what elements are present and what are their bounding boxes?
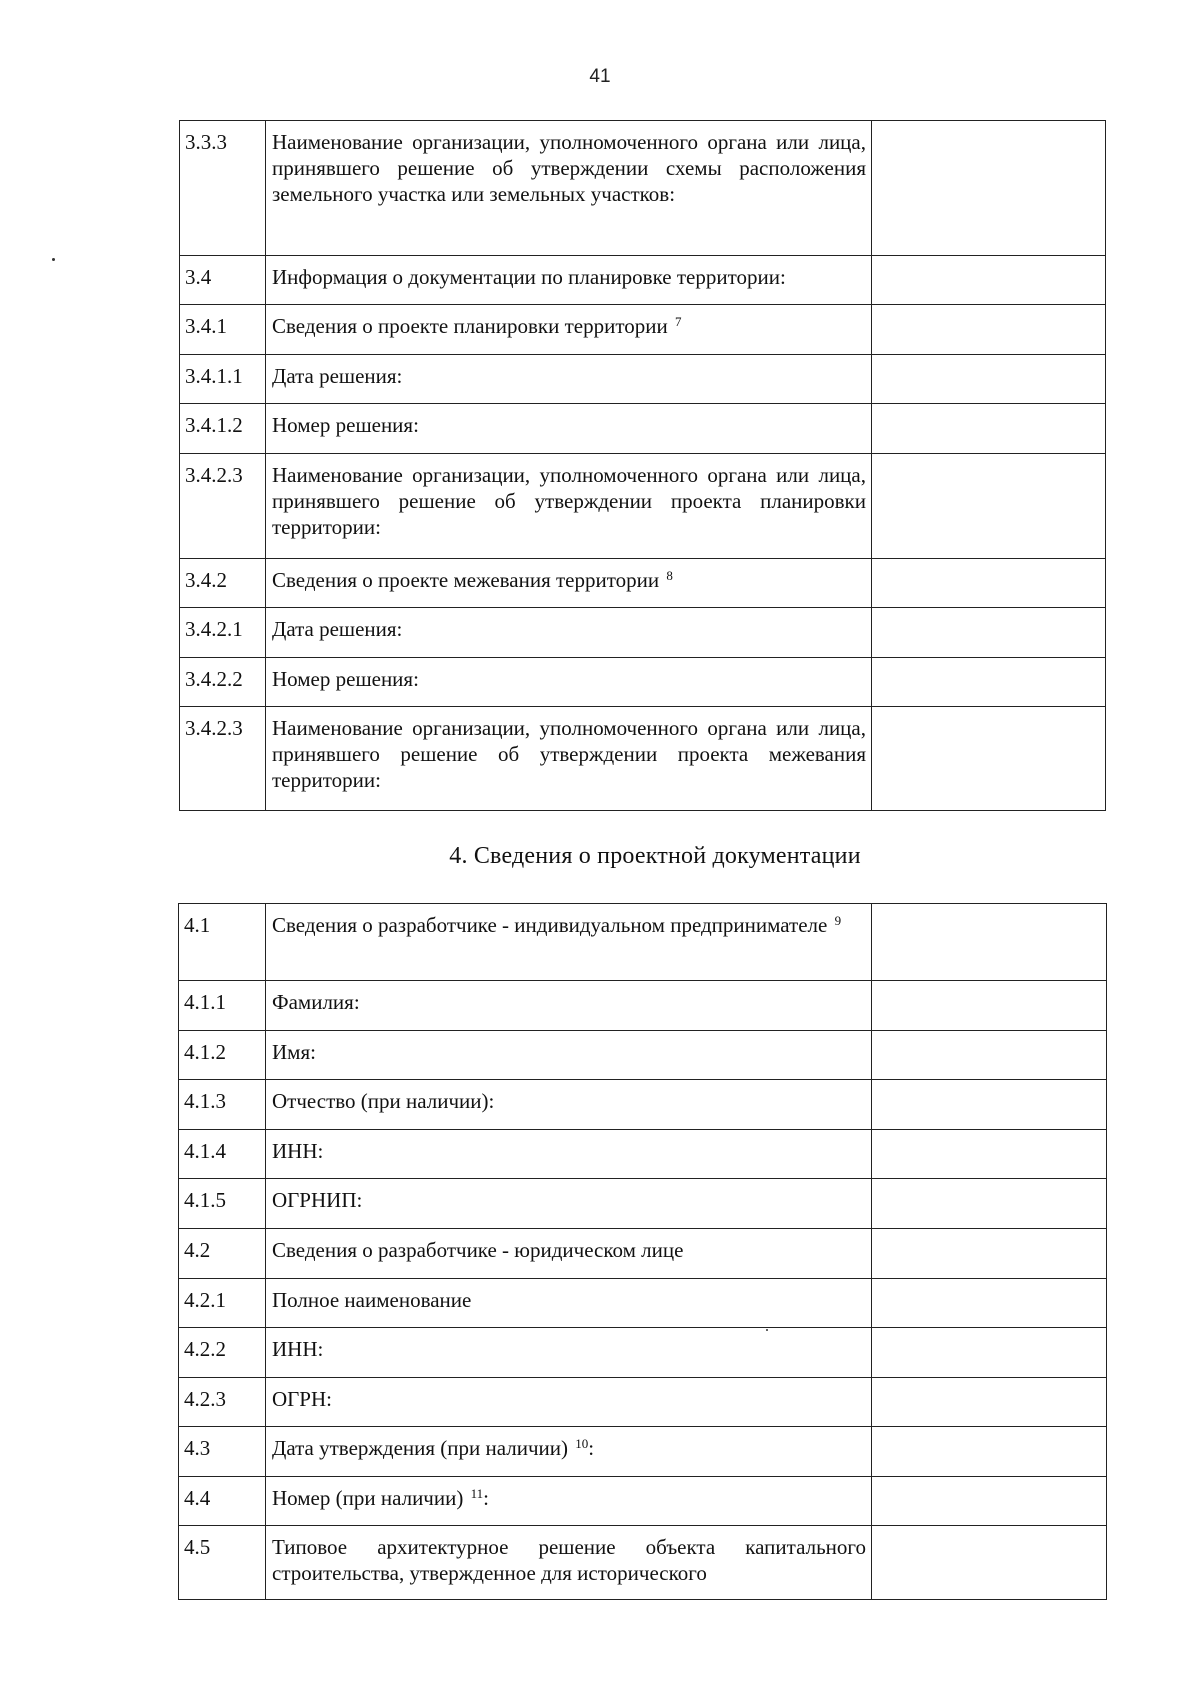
row-number: 3.4.2.2 (180, 658, 266, 707)
table-row (179, 1328, 1107, 1378)
row-number: 4.2.3 (179, 1378, 266, 1427)
row-number: 4.2.2 (179, 1328, 266, 1378)
row-number: 4.1.5 (179, 1179, 266, 1229)
value-cell[interactable] (872, 1031, 1107, 1080)
row-label: ОГРНИП: (266, 1179, 872, 1229)
row-number: 3.4.2.3 (180, 454, 266, 559)
row-label: ИНН: (266, 1328, 872, 1378)
row-number: 4.1.2 (179, 1031, 266, 1080)
row-label: Номер решения: (266, 658, 872, 707)
value-cell[interactable] (872, 404, 1106, 454)
value-cell[interactable] (872, 305, 1106, 355)
value-cell[interactable] (872, 1427, 1107, 1477)
row-label: Информация о документации по планировке территории: (266, 256, 872, 305)
value-cell[interactable] (872, 904, 1107, 981)
page-number: 41 (589, 66, 611, 87)
row-label: Полное наименование (266, 1279, 872, 1328)
row-number: 3.4.2 (180, 559, 266, 608)
row-label: Сведения о разработчике - индивидуальном предпринимателе $^9$ (266, 904, 872, 981)
section3-table (179, 120, 1106, 811)
table-row (180, 707, 1106, 811)
table-row (180, 454, 1106, 559)
row-label: Имя: (266, 1031, 872, 1080)
row-label: Сведения о проекте межевания территории $^8$ (266, 559, 872, 608)
value-cell[interactable] (872, 1378, 1107, 1427)
row-number: 3.4.2.3 (180, 707, 266, 811)
table-row (179, 1130, 1107, 1179)
value-cell[interactable] (872, 1080, 1107, 1130)
section4-body (179, 904, 1107, 1600)
footnote-ref: 9 (834, 913, 842, 928)
value-cell[interactable] (872, 1279, 1107, 1328)
row-number: 4.4 (179, 1477, 266, 1526)
table-row (180, 121, 1106, 256)
row-label: Номер (при наличии) $^{11}$: (266, 1477, 872, 1526)
row-label: Сведения о разработчике - юридическом лице (266, 1229, 872, 1279)
row-number: 4.1.1 (179, 981, 266, 1031)
table-row (180, 559, 1106, 608)
footnote-ref: 11 (470, 1486, 484, 1501)
value-cell[interactable] (872, 121, 1106, 256)
table-row (179, 1229, 1107, 1279)
table-row (179, 1477, 1107, 1526)
row-label: Фамилия: (266, 981, 872, 1031)
row-number: 4.1 (179, 904, 266, 981)
value-cell[interactable] (872, 707, 1106, 811)
row-label: Наименование организации, уполномоченного органа или лица, принявшего решение об утверждении проекта планировки территории: (266, 454, 872, 559)
row-number: 3.4 (180, 256, 266, 305)
table-row (179, 1526, 1107, 1600)
section-heading: 4. Сведения о проектной документации (449, 843, 861, 869)
value-cell[interactable] (872, 256, 1106, 305)
table-row (180, 355, 1106, 404)
row-number: 3.4.1.1 (180, 355, 266, 404)
scan-artifact (766, 1329, 768, 1331)
value-cell[interactable] (872, 658, 1106, 707)
row-number: 4.5 (179, 1526, 266, 1600)
table-row (179, 1031, 1107, 1080)
value-cell[interactable] (872, 1179, 1107, 1229)
footnote-ref: 8 (666, 568, 673, 583)
table-row (179, 904, 1107, 981)
table-row (179, 1080, 1107, 1130)
value-cell[interactable] (872, 454, 1106, 559)
value-cell[interactable] (872, 1477, 1107, 1526)
value-cell[interactable] (872, 1328, 1107, 1378)
row-number: 3.4.2.1 (180, 608, 266, 658)
table-row (179, 1378, 1107, 1427)
table-row (180, 404, 1106, 454)
row-label: ОГРН: (266, 1378, 872, 1427)
table-row (179, 1179, 1107, 1229)
row-label: Наименование организации, уполномоченного органа или лица, принявшего решение об утверждении проекта межевания территории: (266, 707, 872, 811)
table-row (179, 1279, 1107, 1328)
row-label: Типовое архитектурное решение объекта капитального строительства, утвержденное для исторического (266, 1526, 872, 1600)
table-row (179, 981, 1107, 1031)
table-row (180, 658, 1106, 707)
footnote-ref: 10 (575, 1436, 589, 1451)
row-label: ИНН: (266, 1130, 872, 1179)
table-row (180, 305, 1106, 355)
row-number: 4.2 (179, 1229, 266, 1279)
table-row (180, 608, 1106, 658)
row-number: 3.3.3 (180, 121, 266, 256)
row-label: Дата решения: (266, 355, 872, 404)
section3-body (180, 121, 1106, 811)
row-label: Дата решения: (266, 608, 872, 658)
row-number: 3.4.1 (180, 305, 266, 355)
value-cell[interactable] (872, 981, 1107, 1031)
value-cell[interactable] (872, 355, 1106, 404)
row-number: 4.1.4 (179, 1130, 266, 1179)
value-cell[interactable] (872, 1130, 1107, 1179)
row-number: 3.4.1.2 (180, 404, 266, 454)
row-label: Дата утверждения (при наличии) $^{10}$: (266, 1427, 872, 1477)
row-label: Сведения о проекте планировки территории $^7$ (266, 305, 872, 355)
row-number: 4.1.3 (179, 1080, 266, 1130)
footnote-ref: 7 (674, 314, 682, 329)
table-row (179, 1427, 1107, 1477)
table-row (180, 256, 1106, 305)
value-cell[interactable] (872, 1229, 1107, 1279)
row-label: Отчество (при наличии): (266, 1080, 872, 1130)
value-cell[interactable] (872, 559, 1106, 608)
section4-table (178, 903, 1107, 1600)
row-number: 4.2.1 (179, 1279, 266, 1328)
row-number: 4.3 (179, 1427, 266, 1477)
row-label: Наименование организации, уполномоченного органа или лица, принявшего решение об утверждении схемы расположения земельного участка или земельных участков: (266, 121, 872, 256)
row-label: Номер решения: (266, 404, 872, 454)
value-cell[interactable] (872, 1526, 1107, 1600)
value-cell[interactable] (872, 608, 1106, 658)
scan-artifact (52, 258, 55, 261)
